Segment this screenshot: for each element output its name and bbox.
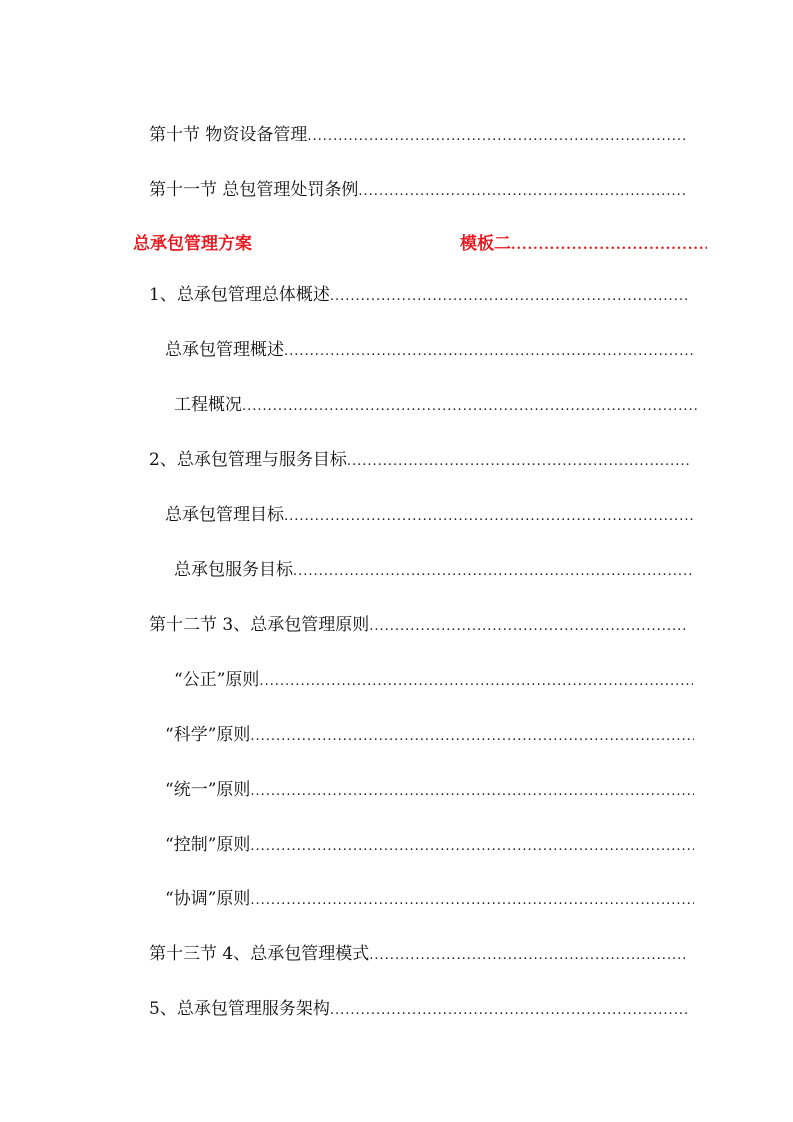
toc-entry[interactable] [174,669,693,693]
toc-entry-text: 第十三节 4、总承包管理模式 [149,944,370,964]
dot-leader [369,616,688,638]
toc-entry-text: 总承包管理概述 [165,340,284,360]
dot-leader [330,1000,688,1022]
dot-leader [284,341,694,363]
toc-entry-text: 第十一节 总包管理处罚条例 [149,180,359,200]
dot-leader [330,286,688,308]
toc-entry[interactable] [165,339,694,363]
dot-leader [511,235,707,257]
dot-leader [250,890,694,912]
heading-template-label [460,233,707,257]
dot-leader [347,451,692,473]
toc-entry[interactable] [174,559,693,583]
heading-template-text: 模板二 [460,234,511,254]
toc-entry[interactable] [149,449,692,473]
toc-entry-text: “统一”原则 [165,780,251,800]
toc-entry-text: 总承包管理目标 [165,505,284,525]
heading-title: 总承包管理方案 [133,234,252,254]
dot-leader [242,396,697,418]
toc-entry-text: 第十节 物资设备管理 [149,125,308,145]
dot-leader [358,181,688,203]
section-heading[interactable] [133,233,707,257]
dot-leader [284,506,694,528]
dot-leader [250,781,694,803]
toc-entry[interactable] [149,284,688,308]
dot-leader [250,726,694,748]
toc-entry-text: “协调”原则 [165,889,251,909]
toc-entry-text: 总承包服务目标 [174,560,293,580]
toc-entry-text: “控制”原则 [165,835,251,855]
toc-entry[interactable] [149,998,688,1022]
toc-entry-text: “科学”原则 [165,725,251,745]
toc-entry[interactable] [149,124,687,148]
toc-entry[interactable] [165,888,694,912]
toc-entry[interactable] [165,504,694,528]
dot-leader [250,836,694,858]
dot-leader [369,945,688,967]
toc-entry-text: 5、总承包管理服务架构 [149,999,330,1019]
toc-entry[interactable] [149,614,688,638]
toc-entry[interactable] [165,779,694,803]
dot-leader [307,126,687,148]
toc-entry-text: 2、总承包管理与服务目标 [149,450,347,470]
dot-leader [293,561,693,583]
toc-entry[interactable] [149,179,688,203]
toc-entry-text: 工程概况 [174,395,242,415]
toc-entry-text: 第十二节 3、总承包管理原则 [149,615,370,635]
toc-entry[interactable] [165,724,694,748]
toc-entry[interactable] [174,394,697,418]
toc-entry-text: “公正”原则 [174,670,260,690]
toc-entry[interactable] [165,834,694,858]
dot-leader [259,671,693,693]
toc-entry[interactable] [149,943,688,967]
toc-entry-text: 1、总承包管理总体概述 [149,285,330,305]
